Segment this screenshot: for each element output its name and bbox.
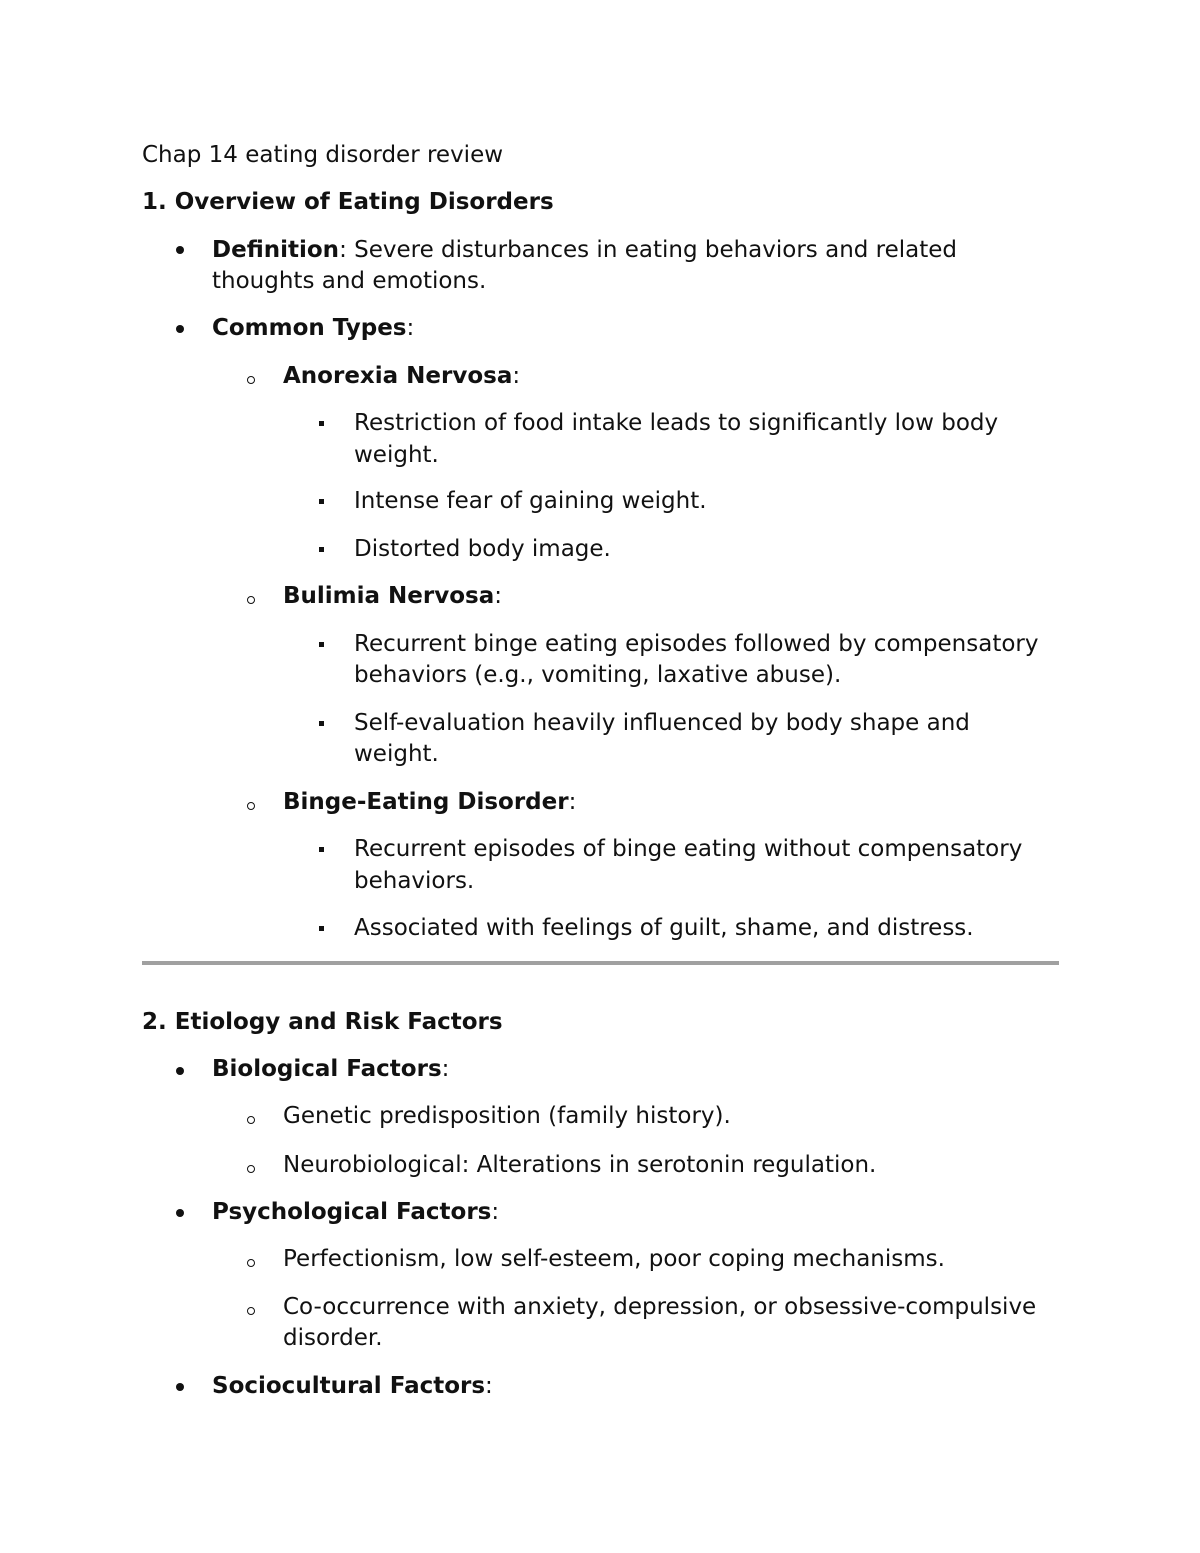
- section-2-heading: 2. Etiology and Risk Factors: [142, 1009, 503, 1035]
- anorexia-label: Anorexia Nervosa: [283, 363, 513, 389]
- bulimia-detail-2: Self-evaluation heavily influenced by body shape and: [354, 710, 970, 736]
- common-types-label: Common Types: [212, 315, 407, 341]
- bullet-square-icon: [319, 721, 324, 726]
- bulimia-detail-1: Recurrent binge eating episodes followed by compensatory: [354, 631, 1039, 657]
- biological-detail-1: Genetic predisposition (family history).: [283, 1103, 731, 1129]
- binge-label: Binge-Eating Disorder: [283, 789, 569, 815]
- bullet-dot-icon: [176, 1209, 184, 1217]
- psychological-label: Psychological Factors: [212, 1199, 492, 1225]
- bulimia-colon: :: [494, 583, 502, 609]
- anorexia-item: [283, 360, 520, 392]
- document-title: Chap 14 eating disorder review: [142, 142, 504, 168]
- biological-colon: :: [441, 1056, 450, 1082]
- bullet-circle-icon: [247, 802, 255, 810]
- bullet-circle-icon: [247, 1165, 255, 1173]
- psychological-detail-2: Co-occurrence with anxiety, depression, or obsessive-compulsive: [283, 1294, 1037, 1320]
- sociocultural-item: [212, 1370, 493, 1402]
- bullet-circle-icon: [247, 376, 255, 384]
- biological-detail-2: Neurobiological: Alterations in serotonin regulation.: [283, 1152, 877, 1178]
- bullet-square-icon: [319, 547, 324, 552]
- binge-item: [283, 786, 576, 818]
- bullet-dot-icon: [176, 325, 184, 333]
- section-1-heading: 1. Overview of Eating Disorders: [142, 189, 554, 215]
- bullet-dot-icon: [176, 1067, 184, 1075]
- biological-item: [212, 1053, 449, 1085]
- definition-item: [212, 234, 957, 266]
- sociocultural-label: Sociocultural Factors: [212, 1373, 486, 1399]
- bullet-circle-icon: [247, 1116, 255, 1124]
- psychological-detail-2-cont: disorder.: [283, 1325, 383, 1351]
- bullet-square-icon: [319, 847, 324, 852]
- definition-text-cont: thoughts and emotions.: [212, 268, 487, 294]
- biological-label: Biological Factors: [212, 1056, 442, 1082]
- anorexia-colon: :: [512, 363, 521, 389]
- binge-detail-1: Recurrent episodes of binge eating without compensatory: [354, 836, 1023, 862]
- definition-label: Definition: [212, 237, 340, 263]
- binge-colon: :: [568, 789, 577, 815]
- bulimia-label: Bulimia Nervosa: [283, 583, 495, 609]
- horizontal-divider: [142, 961, 1059, 965]
- anorexia-detail-1: Restriction of food intake leads to significantly low body: [354, 410, 999, 436]
- bullet-dot-icon: [176, 246, 184, 254]
- bulimia-detail-1-cont: behaviors (e.g., vomiting, laxative abuse).: [354, 662, 842, 688]
- psychological-item: [212, 1196, 499, 1228]
- bullet-square-icon: [319, 421, 324, 426]
- bullet-dot-icon: [176, 1383, 184, 1391]
- anorexia-detail-1-cont: weight.: [354, 442, 439, 468]
- bullet-square-icon: [319, 926, 324, 931]
- bullet-circle-icon: [247, 1259, 255, 1267]
- common-types-colon: :: [406, 315, 415, 341]
- psychological-colon: :: [491, 1199, 500, 1225]
- definition-text: : Severe disturbances in eating behaviors and related: [339, 237, 958, 263]
- bulimia-detail-2-cont: weight.: [354, 741, 439, 767]
- psychological-detail-1: Perfectionism, low self-esteem, poor coping mechanisms.: [283, 1246, 945, 1272]
- anorexia-detail-2: Intense fear of gaining weight.: [354, 488, 707, 514]
- bullet-square-icon: [319, 499, 324, 504]
- bullet-circle-icon: [247, 1307, 255, 1315]
- sociocultural-colon: :: [485, 1373, 493, 1399]
- common-types-item: [212, 312, 414, 344]
- bulimia-item: [283, 580, 502, 612]
- anorexia-detail-3: Distorted body image.: [354, 536, 611, 562]
- binge-detail-2: Associated with feelings of guilt, shame, and distress.: [354, 915, 974, 941]
- binge-detail-1-cont: behaviors.: [354, 868, 475, 894]
- bullet-circle-icon: [247, 596, 255, 604]
- bullet-square-icon: [319, 642, 324, 647]
